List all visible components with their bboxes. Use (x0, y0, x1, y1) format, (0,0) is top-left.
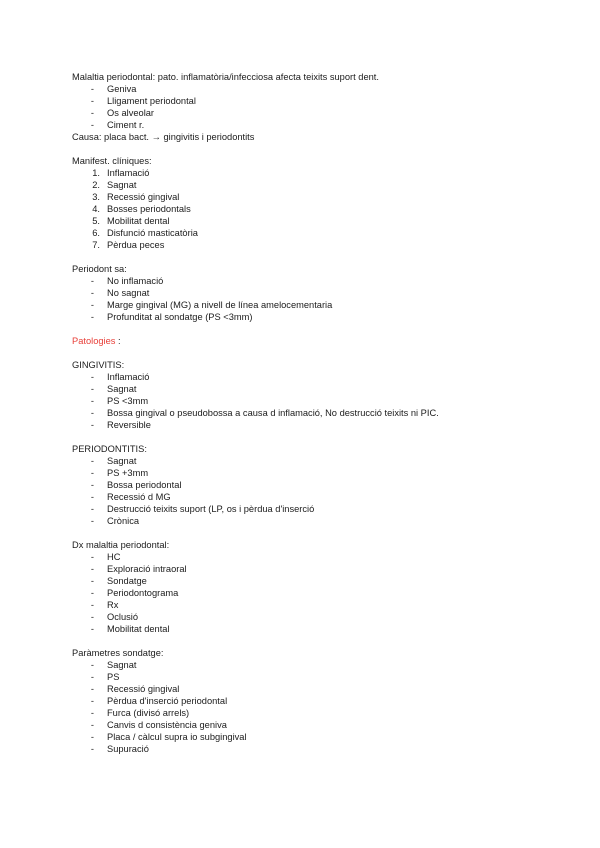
list-item-text: Geniva (107, 84, 137, 94)
dash-marker: - (90, 312, 94, 322)
list-item-text: Os alveolar (107, 108, 155, 118)
list-item-text: Lligament periodontal (107, 96, 196, 106)
dash-marker: - (90, 300, 94, 310)
list-item-text: HC (107, 552, 121, 562)
dash-marker: - (90, 372, 94, 382)
list-item-text: Recessió gingival (107, 192, 180, 202)
dash-marker: - (90, 708, 94, 718)
dash-marker: - (90, 420, 94, 430)
causa-line: Causa: placa bact. → gingivitis i periodontits (72, 132, 255, 142)
dash-marker: - (90, 120, 94, 130)
list-item-text: Sagnat (107, 660, 137, 670)
dash-marker: - (90, 624, 94, 634)
list-item-text: PS <3mm (107, 396, 149, 406)
dash-marker: - (90, 456, 94, 466)
dash-marker: - (90, 744, 94, 754)
list-item-text: Sondatge (107, 576, 147, 586)
dash-marker: - (90, 276, 94, 286)
number-marker: 5. (92, 216, 100, 226)
number-marker: 4. (92, 204, 100, 214)
list-item-text: Rx (107, 600, 119, 610)
dash-marker: - (90, 612, 94, 622)
periodont-sa-title: Periodont sa: (72, 264, 127, 274)
manifest-title: Manifest. clíniques: (72, 156, 152, 166)
list-item-text: Recessió gingival (107, 684, 180, 694)
list-item-text: Bossa periodontal (107, 480, 182, 490)
gingivitis-title: GINGIVITIS: (72, 360, 125, 370)
dash-marker: - (90, 732, 94, 742)
number-marker: 2. (92, 180, 100, 190)
dash-marker: - (90, 696, 94, 706)
dash-marker: - (90, 108, 94, 118)
periodontitis-title: PERIODONTITIS: (72, 444, 147, 454)
dash-marker: - (90, 96, 94, 106)
dash-marker: - (90, 660, 94, 670)
patologies-colon: : (118, 336, 121, 346)
list-item-text: Oclusió (107, 612, 139, 622)
dash-marker: - (90, 672, 94, 682)
number-marker: 6. (92, 228, 100, 238)
list-item-text: Sagnat (107, 384, 137, 394)
list-item-text: Reversible (107, 420, 151, 430)
list-item-text: Mobilitat dental (107, 624, 170, 634)
list-item-text: No sagnat (107, 288, 150, 298)
list-item-text: Periodontograma (107, 588, 179, 598)
dash-marker: - (90, 684, 94, 694)
dash-marker: - (90, 564, 94, 574)
number-marker: 1. (92, 168, 100, 178)
list-item-text: Inflamació (107, 168, 150, 178)
dash-marker: - (90, 468, 94, 478)
list-item-text: Disfunció masticatòria (107, 228, 198, 238)
list-item-text: Sagnat (107, 180, 137, 190)
list-item-text: Furca (divisó arrels) (107, 708, 190, 718)
list-item-text: Placa / càlcul supra io subgingival (107, 732, 247, 742)
list-item-text: Bossa gingival o pseudobossa a causa d inflamació, No destrucció teixits ni PIC. (107, 408, 439, 418)
list-item-text: No inflamació (107, 276, 164, 286)
list-item-text: Exploració intraoral (107, 564, 187, 574)
list-item-text: Destrucció teixits suport (LP, os i pèrdua d'inserció (107, 504, 315, 514)
number-marker: 3. (92, 192, 100, 202)
patologies-heading (72, 335, 121, 347)
intro-line: Malaltia periodontal: pato. inflamatòria/infecciosa afecta teixits suport dent. (72, 72, 379, 82)
list-item-text: Mobilitat dental (107, 216, 170, 226)
list-item-text: Profunditat al sondatge (PS <3mm) (107, 312, 253, 322)
dash-marker: - (90, 288, 94, 298)
patologies-label: Patologies (72, 336, 116, 346)
dash-marker: - (90, 480, 94, 490)
dash-marker: - (90, 84, 94, 94)
list-item-text: Inflamació (107, 372, 150, 382)
parametres-title: Paràmetres sondatge: (72, 648, 164, 658)
list-item-text: Marge gingival (MG) a nivell de línea amelocementaria (107, 300, 333, 310)
list-item-text: Supuració (107, 744, 149, 754)
dash-marker: - (90, 408, 94, 418)
dash-marker: - (90, 384, 94, 394)
list-item-text: PS +3mm (107, 468, 149, 478)
dash-marker: - (90, 516, 94, 526)
list-item-text: Crònica (107, 516, 140, 526)
dash-marker: - (90, 576, 94, 586)
list-item-text: Pèrdua d'inserció periodontal (107, 696, 228, 706)
list-item-text: Recessió d MG (107, 492, 171, 502)
number-marker: 7. (92, 240, 100, 250)
dash-marker: - (90, 552, 94, 562)
list-item-text: Bosses periodontals (107, 204, 191, 214)
dash-marker: - (90, 588, 94, 598)
dash-marker: - (90, 492, 94, 502)
list-item-text: Canvis d consistència geniva (107, 720, 227, 730)
list-item-text: Pèrdua peces (107, 240, 165, 250)
dash-marker: - (90, 396, 94, 406)
list-item-text: Sagnat (107, 456, 137, 466)
dash-marker: - (90, 720, 94, 730)
dash-marker: - (90, 504, 94, 514)
dash-marker: - (90, 600, 94, 610)
list-item-text: Ciment r. (107, 120, 145, 130)
dx-title: Dx malaltia periodontal: (72, 540, 170, 550)
list-item-text: PS (107, 672, 120, 682)
